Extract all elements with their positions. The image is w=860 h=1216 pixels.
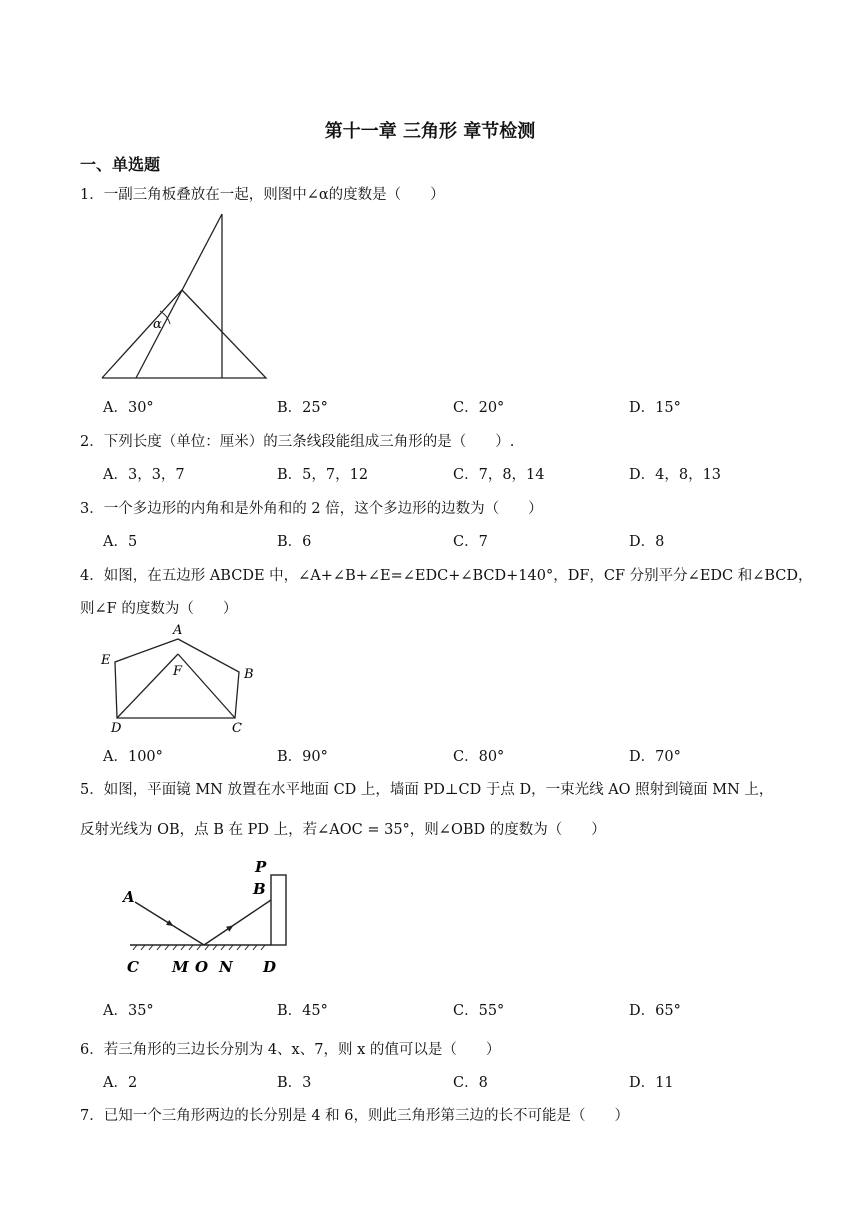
question-4-figure <box>96 620 266 740</box>
q3-option-c[interactable]: C．7 <box>453 534 488 550</box>
q2-option-d[interactable]: D．4，8，13 <box>629 467 722 483</box>
label-d: D <box>263 958 277 976</box>
vertex-e-label: E <box>101 653 111 668</box>
q6-option-d[interactable]: D．11 <box>629 1075 674 1091</box>
question-3-stem: 3．一个多边形的内角和是外角和的 2 倍，这个多边形的边数为（ ） <box>80 501 543 517</box>
q6-option-b[interactable]: B．3 <box>277 1075 312 1091</box>
q1-option-c[interactable]: C．20° <box>453 400 505 416</box>
label-b: B <box>253 880 266 898</box>
question-4-stem: 4．如图，在五边形 ABCDE 中，∠A+∠B+∠E=∠EDC+∠BCD+140°，DF，CF 分别平分∠EDC 和∠BCD， <box>80 568 813 584</box>
q3-option-d[interactable]: D．8 <box>629 534 665 550</box>
q5-option-d[interactable]: D．65° <box>629 1003 681 1019</box>
label-n: N <box>219 958 233 976</box>
q1-option-b[interactable]: B．25° <box>277 400 328 416</box>
q4-option-c[interactable]: C．80° <box>453 749 505 765</box>
q2-option-a[interactable]: A．3，3，7 <box>103 467 185 483</box>
vertex-b-label: B <box>244 667 254 682</box>
vertex-a-label: A <box>173 623 183 638</box>
q6-option-a[interactable]: A．2 <box>103 1075 138 1091</box>
q5-option-b[interactable]: B．45° <box>277 1003 328 1019</box>
vertex-f-label: F <box>173 664 183 679</box>
vertex-c-label: C <box>232 721 242 736</box>
question-5-stem: 5．如图，平面镜 MN 放置在水平地面 CD 上，墙面 PD⊥CD 于点 D，一束光线 AO 照射到镜面 MN 上， <box>80 782 774 798</box>
label-p: P <box>255 858 267 876</box>
page-title: 第十一章 三角形 章节检测 <box>324 121 536 142</box>
alpha-label: α <box>153 317 162 332</box>
label-o: O <box>195 958 209 976</box>
question-1-figure <box>96 208 276 384</box>
question-5-stem-line2: 反射光线为 OB，点 B 在 PD 上，若∠AOC = 35°，则∠OBD 的度数为（ ） <box>80 822 606 838</box>
q5-option-c[interactable]: C．55° <box>453 1003 505 1019</box>
question-6-stem: 6．若三角形的三边长分别为 4、x、7，则 x 的值可以是（ ） <box>80 1042 501 1058</box>
q5-option-a[interactable]: A．35° <box>103 1003 154 1019</box>
q4-option-b[interactable]: B．90° <box>277 749 328 765</box>
vertex-d-label: D <box>111 721 122 736</box>
label-m: M <box>172 958 189 976</box>
question-5-figure <box>115 852 305 977</box>
q2-option-b[interactable]: B．5，7，12 <box>277 467 369 483</box>
question-7-stem: 7．已知一个三角形两边的长分别是 4 和 6，则此三角形第三边的长不可能是（ ） <box>80 1108 630 1124</box>
label-a: A <box>123 888 135 906</box>
q4-option-d[interactable]: D．70° <box>629 749 681 765</box>
q1-option-a[interactable]: A．30° <box>103 400 154 416</box>
section-heading: 一、单选题 <box>80 155 161 174</box>
question-1-stem: 1．一副三角板叠放在一起，则图中∠α的度数是（ ） <box>80 187 445 203</box>
q1-option-d[interactable]: D．15° <box>629 400 681 416</box>
q3-option-a[interactable]: A．5 <box>103 534 138 550</box>
question-4-stem-line2: 则∠F 的度数为（ ） <box>80 601 238 617</box>
q6-option-c[interactable]: C．8 <box>453 1075 488 1091</box>
label-c: C <box>127 958 139 976</box>
question-2-stem: 2．下列长度（单位：厘米）的三条线段能组成三角形的是（ ）. <box>80 434 515 450</box>
q3-option-b[interactable]: B．6 <box>277 534 312 550</box>
q2-option-c[interactable]: C．7，8，14 <box>453 467 545 483</box>
q4-option-a[interactable]: A．100° <box>103 749 163 765</box>
